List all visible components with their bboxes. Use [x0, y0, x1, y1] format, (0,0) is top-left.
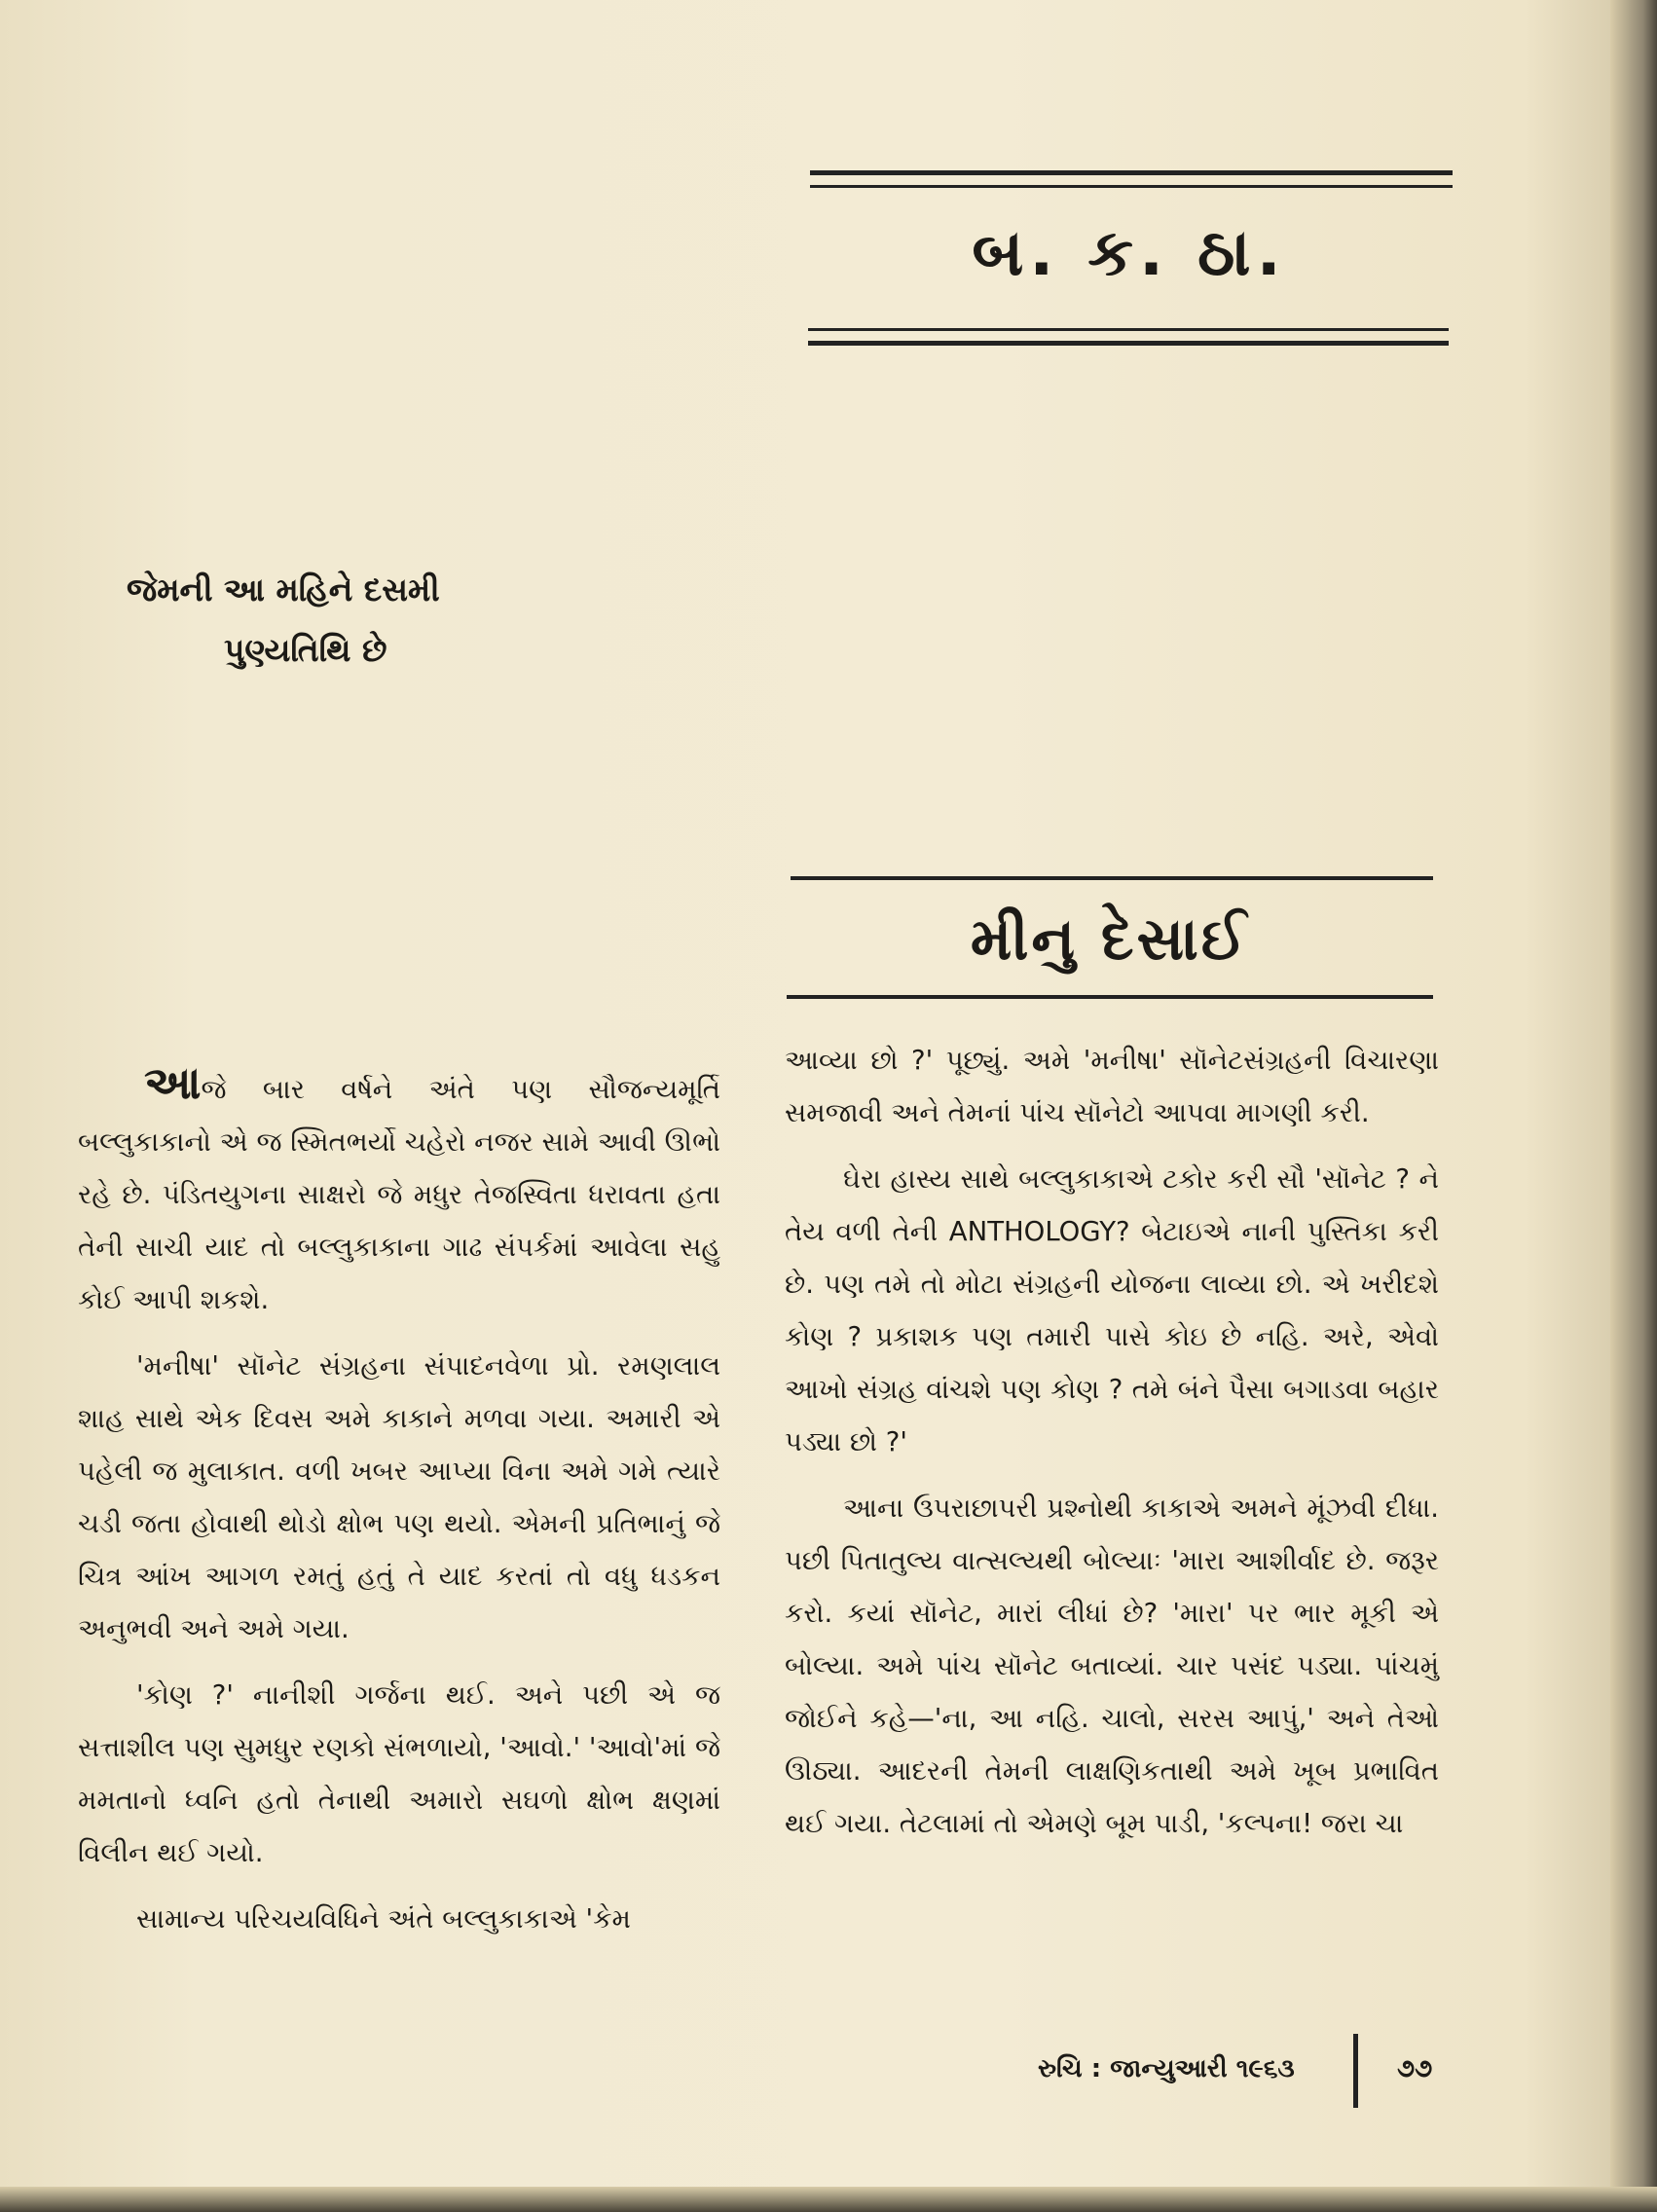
- dedication: [127, 560, 613, 681]
- title-rule-bottom-2: [808, 341, 1449, 346]
- paragraph: 'કોણ ?' નાનીશી ગર્જના થઈ. અને પછી એ જ સત્તાશીલ પણ સુમધુર રણકો સંભળાયો, 'આવો.' 'આવો'માં જે મમતાનો ધ્વનિ હતો તેનાથી અમારો સઘળો ક્ષોભ ક્ષણમાં વિલીન થઈ ગયો.: [78, 1679, 720, 1868]
- author-rule-bottom: [787, 995, 1433, 999]
- title-rule-bottom-1: [808, 328, 1449, 331]
- author-name: મીનુ દેસાઈ: [970, 905, 1250, 974]
- title-rule-top-1: [810, 170, 1453, 175]
- title-rule-top-2: [810, 185, 1453, 188]
- paragraph: 'મનીષા' સૉનેટ સંગ્રહના સંપાદનવેળા પ્રો. રમણલાલ શાહ સાથે એક દિવસ અમે કાકાને મળવા ગયા. અમારી એ પહેલી જ મુલાકાત. વળી ખબર આપ્યા વિના અમે ગમે ત્યારે ચડી જતા હોવાથી થોડો ક્ષોભ પણ થયો. એમની પ્રતિભાનું જે ચિત્ર આંખ આગળ રમતું હતું તે યાદ કરતાં તો વધુ ધડકન અનુભવી અને અમે ગયા.: [78, 1350, 720, 1644]
- author-rule-top: [791, 876, 1433, 880]
- page-number: ૭૭: [1397, 2054, 1433, 2083]
- footer-divider: [1353, 2034, 1358, 2108]
- paragraph: આના ઉપરાછાપરી પ્રશ્નોથી કાકાએ અમને મૂંઝવી દીધા. પછી પિતાતુલ્ય વાત્સલ્યથી બોલ્યાઃ 'મારા આશીર્વાદ છે. જરૂર કરો. કયાં સૉનેટ, મારાં લીધાં છે? 'મારા' પર ભાર મૂકી એ બોલ્યા. અમે પાંચ સૉનેટ બતાવ્યાં. ચાર પસંદ પડ્યા. પાંચમું જોઈને કહે—'ના, આ નહિ. ચાલો, સરસ આપું,' અને તેઓ ઊઠ્યા. આદરની તેમની લાક્ષણિકતાથી અમે ખૂબ પ્રભાવિત થઈ ગયા. તેટલામાં તો એમણે બૂમ પાડી, 'કલ્પના! જરા ચા: [785, 1493, 1439, 1839]
- right-column: [785, 1034, 1439, 1863]
- paragraph: આવ્યા છો ?' પૂછ્યું. અમે 'મનીષા' સૉનેટસંગ્રહની વિચારણા સમજાવી અને તેમનાં પાંચ સૉનેટો આપવા માગણી કરી.: [785, 1045, 1439, 1128]
- page-footer: [1013, 2040, 1441, 2098]
- article-title: બ. ક. ઠા.: [972, 215, 1287, 290]
- journal-name: રુચિ : જાન્યુઆરી ૧૯૬૩: [1038, 2054, 1295, 2083]
- paragraph: સામાન્ય પરિચયવિધિને અંતે બલ્લુકાકાએ 'કેમ: [136, 1903, 631, 1935]
- paragraph: [78, 1056, 720, 1326]
- paragraph: ઘેરા હાસ્ય સાથે બલ્લુકાકાએ ટકોર કરી સૌ 'સૉનેટ ? ને તેય વળી તેની ANTHOLOGY? બેટાઇએ નાની પુસ્તિકા કરી છે. પણ તમે તો મોટા સંગ્રહની યોજના લાવ્યા છો. એ ખરીદશે કોણ ? પ્રકાશક પણ તમારી પાસે કોઇ છે નહિ. અરે, એવો આખો સંગ્રહ વાંચશે પણ કોણ ? તમે બંને પૈસા બગાડવા બહાર પડ્યા છો ?': [785, 1163, 1439, 1457]
- dropcap: આ: [144, 1056, 202, 1109]
- page-edge-shadow: [1610, 0, 1657, 2212]
- paragraph-text: જે બાર વર્ષને અંતે પણ સૌજન્યમૂર્તિ બલ્લુકાકાનો એ જ સ્મિતભર્યો ચહેરો નજર સામે આવી ઊભો રહે છે. પંડિતયુગના સાક્ષરો જે મધુર તેજસ્વિતા ધરાવતા હતા તેની સાચી યાદ તો બલ્લુકાકાના ગાઢ સંપર્કમાં આવેલા સહુ કોઈ આપી શકશે.: [78, 1074, 720, 1315]
- dedication-line-2: પુણ્યતિથિ છે: [224, 631, 387, 669]
- page-bottom-shadow: [0, 2187, 1657, 2212]
- dedication-line-1: જેમની આ મહિને દસમી: [127, 571, 440, 608]
- left-column: [78, 1056, 720, 1959]
